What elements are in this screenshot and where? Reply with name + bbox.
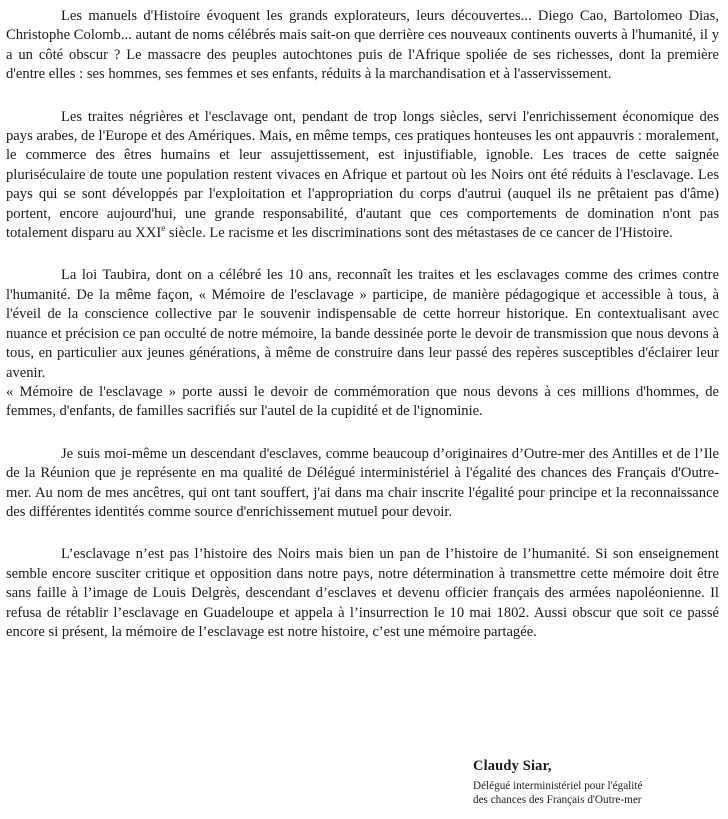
document-body — [6, 7, 719, 665]
paragraph-shared-memory: L’esclavage n’est pas l’histoire des Noirs mais bien un pan de l’histoire de l’humanité. Si son enseignement semble encore susciter critique et opposition dans notre pays, notre détermination à transmettre cette mémoire doit être sans faille à l’image de Louis Delgrès, descendant d’esclaves et devenu officier français des armées napoléonienne. Il refusa de rétablir l’esclavage en Guadeloupe et appela à l’insurrection le 10 mai 1802. Aussi obscur que soit ce passé encore si présent, la mémoire de l’esclavage est notre histoire, c’est une mémoire partagée. — [6, 546, 719, 640]
paragraph-slave-trade-tail: siècle. Le racisme et les discriminations sont des métastases de ce cancer de l'Histoire. — [165, 225, 673, 242]
century-superscript: e — [161, 223, 166, 234]
paragraph-slave-trade — [6, 108, 719, 244]
paragraph-taubira-law: La loi Taubira, dont on a célébré les 10 ans, reconnaît les traites et les esclavages comme des crimes contre l'humanité. De la même façon, « Mémoire de l'esclavage » participe, de manière pédagogique et accessible à tous, à l'éveil de la conscience collective par le souvenir indispensable de cette horreur historique. En contextualisant avec nuance et précision ce pan occulté de notre mémoire, la bande dessinée porte le devoir de transmission que nous devons à tous, en particulier aux jeunes générations, à même de construire dans leur passé des repères susceptibles d'éclairer leur avenir. — [6, 267, 719, 381]
signature-title-line-1: Délégué interministériel pour l'égalité — [473, 780, 643, 792]
signature-name: Claudy Siar, — [473, 758, 552, 774]
signature-title-line-2: des chances des Français d'Outre-mer — [473, 794, 642, 806]
paragraph-commemoration: « Mémoire de l'esclavage » porte aussi le devoir de commémoration que nous devons à ces millions d'hommes, de femmes, d'enfants, de familles sacrifiés sur l'autel de la cupidité et de l'ignominie. — [6, 383, 719, 420]
paragraph-explorers: Les manuels d'Histoire évoquent les grands explorateurs, leurs découvertes... Diego Cao, Bartolomeo Dias, Christophe Colomb... autant de noms célébrés mais sait-on que derrière ces nouveaux continents ouverts à l'humanité, il y a un côté obscur ? Le massacre des peuples autochtones puis de l'Afrique spoliée de ses richesses, dont la première d'entre elles : ses hommes, ses femmes et ses enfants, réduits à la marchandisation et à l'asservissement. — [6, 8, 719, 83]
signature-block — [473, 756, 723, 807]
paragraph-slave-trade-text: Les traites négrières et l'esclavage ont, pendant de trop longs siècles, servi l'enrichissement économique des pays arabes, de l'Europe et des Amériques. Mais, en même temps, ces pratiques honteuses les ont appauvris : moralement, le commerce des êtres humains et leur assujettissement, est injustifiable, ignoble. Les traces de cette saignée pluriséculaire de toute une population restent vivaces en Afrique et partout où les Noirs ont été réduits à l'esclavage. Les pays qui se sont développés par l'exploitation et l'appropriation du corps d'autrui (auquel ils ne prêtaient pas d'âme) portent, encore aujourd'hui, une grande responsabilité, d'autant que ces comportements de domination n'ont pas totalement disparu au XXI — [6, 108, 719, 242]
paragraph-personal: Je suis moi-même un descendant d'esclaves, comme beaucoup d’originaires d’Outre-mer des Antilles et de l’Ile de la Réunion que je représente en ma qualité de Délégué interministériel à l'égalité des chances des Français d'Outre-mer. Au nom de mes ancêtres, qui ont tant souffert, j'ai dans ma chair inscrite l'égalité pour principe et la reconnaissance des différentes identités comme source d'enrichissement mutuel pour devoir. — [6, 445, 719, 520]
